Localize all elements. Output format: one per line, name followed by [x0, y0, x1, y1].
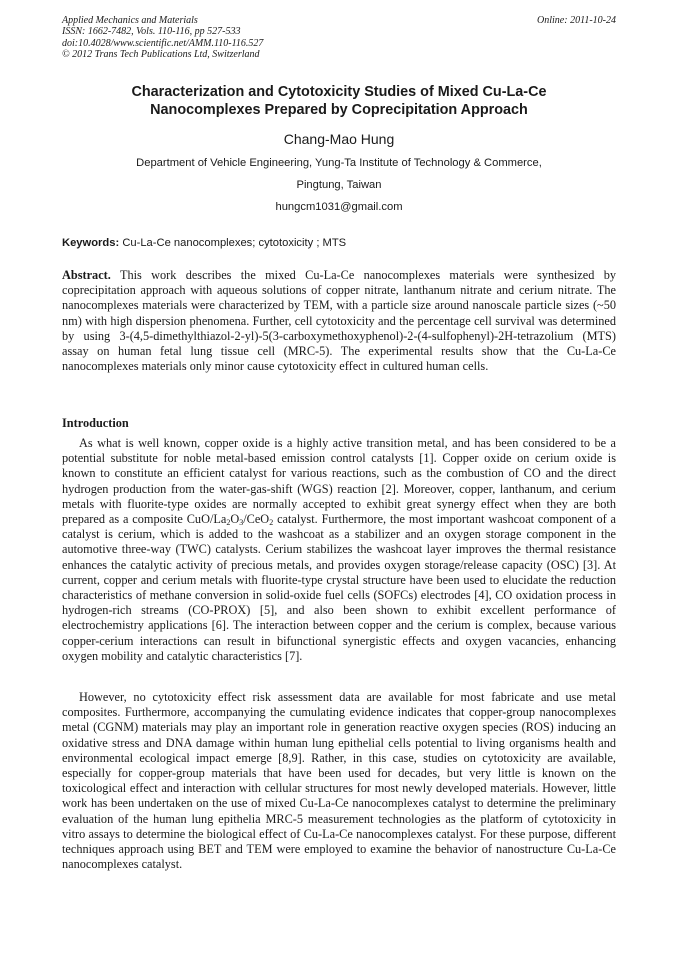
abstract-text: This work describes the mixed Cu-La-Ce nanocomplexes materials were synthesized by coprecipitation approach with aqueous solutions of copper nitrate, lanthanum nitrate and cerium nitrate. The nanocomplexes materials were characterized by TEM, with a particle size around nanoscale particle sizes (~50 nm) with high dispersion phenomena. Further, cell cytotoxicity and the percentage cell survival was determined by using 3-(4,5-dimethylthiazol-2-yl)-5(3-carboxymethoxyphenol)-2-(4-sulfophenyl)-2H-tetrazolium (MTS) assay on human fetal lung tissue cell (MRC-5). The experimental results show that the Cu-La-Ce nanocomplexes materials only minor cause cytotoxicity effect in cultured human cells.: [62, 268, 616, 374]
title-line-1: Characterization and Cytotoxicity Studies of Mixed Cu-La-Ce: [131, 84, 547, 100]
abstract-label: Abstract.: [62, 268, 111, 282]
keywords-text: Cu-La-Ce nanocomplexes; cytotoxicity ; MTS: [122, 237, 347, 249]
online-date: Online: 2011-10-24: [537, 15, 616, 26]
journal-header: [62, 15, 616, 60]
affiliation-line-1: Department of Vehicle Engineering, Yung-Ta Institute of Technology & Commerce,: [136, 157, 542, 169]
doi-line: doi:10.4028/www.scientific.net/AMM.110-116.527: [62, 37, 264, 49]
subscript: 2: [269, 518, 274, 528]
paper-title: [62, 84, 616, 119]
journal-name: Applied Mechanics and Materials: [62, 15, 198, 26]
introduction-heading: Introduction: [62, 416, 129, 430]
affiliation-line-2: Pingtung, Taiwan: [296, 179, 382, 191]
copyright-line: © 2012 Trans Tech Publications Ltd, Switzerland: [62, 48, 260, 60]
author-name: Chang-Mao Hung: [283, 131, 395, 147]
intro-p1-text-c: /CeO: [243, 512, 270, 527]
issn-line: ISSN: 1662-7482, Vols. 110-116, pp 527-533: [62, 26, 241, 38]
author-email: hungcm1031@gmail.com: [275, 201, 403, 213]
intro-p1-text-d: catalyst. Furthermore, the most important washcoat component of a catalyst is cerium, which is added to the washcoat as a stabilizer and an oxygen storage component in the automotive three-way (TWC) catalysts. Cerium stabilizes the washcoat layer improves the thermal resistance enhances the catalytic activity of precious metals, and provides oxygen storage/release capacity (OSC) [3]. At current, copper and cerium metals with fluorite-type crystal structure have been used to elucidate the reduction characteristics of methane conversion in solid-oxide fuel cells (SOFCs) electrodes [4], CO oxidation process in hydrogen-rich streams (CO-PROX) [5], and also been shown to exhibit excellent performance of electrochemistry applications [6]. The interaction between copper and the cerium is complex, because various copper-cerium interactions can result in bifunctional synergistic effects and oxygen vacancies, enhancing oxygen mobility and catalytic characteristics [7].: [62, 512, 617, 663]
intro-p1-text-b: O: [230, 512, 240, 527]
introduction-paragraph-1: [62, 436, 616, 664]
title-line-2: Nanocomplexes Prepared by Coprecipitation Approach: [150, 101, 528, 118]
abstract: [62, 268, 616, 374]
intro-p1-text-a: As what is well known, copper oxide is a highly active transition metal, and has been considered to be a potential substitute for noble metal-based emission control catalysts [1]. Copper oxide on cerium oxide is known to constitute an efficient catalyst for various reactions, such as the combustion of CO and the direct hydrogen production from the water-gas-shift (WGS) reaction [2]. Moreover, copper, lanthanum, and cerium metals with fluorite-type oxides are normally accepted to exhibit great synergy effect when they are both prepared as a composite CuO/La: [62, 436, 616, 527]
keywords: [62, 236, 616, 250]
introduction-paragraph-2: However, no cytotoxicity effect risk assessment data are available for most fabricate and use metal composites. Furthermore, accompanying the cumulating evidence indicates that copper-group nanocomplexes metal (CGNM) materials may play an important role in generation reactive oxygen species (ROS) inducing an oxidative stress and DNA damage within human lung epithelial cells potential to living organisms health and environmental ecological impact emerge [8,9]. Rather, in this case, studies on cytotoxicity are available, especially for copper-group materials that have been used for decades, but very little is known on the toxicological effect and interaction with cellular structures for most newly developed materials. However, little work has been undertaken on the use of mixed Cu-La-Ce nanocomplexes catalyst to determine the preliminary evaluation of the human lung epithelia MRC-5 measurement technologies as the platform of cytotoxicity in vitro assays to determine the biological effect of Cu-La-Ce nanocomplexes catalyst. For these purpose, different techniques approach using BET and TEM were employed to examine the behavior of nanostructure Cu-La-Ce nanocomplexes catalyst.: [62, 690, 616, 872]
subscript: 2: [226, 518, 231, 528]
keywords-label: Keywords:: [62, 237, 120, 249]
subscript: 3: [239, 518, 244, 528]
